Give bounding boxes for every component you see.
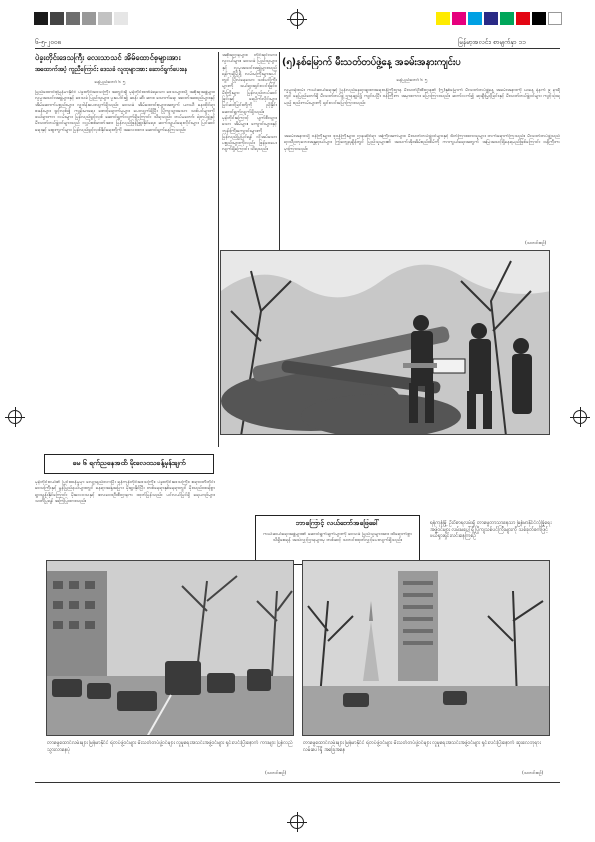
left-article-body: ပြည်ထောင်စုမြန်မာနိုင်ငံ ပဲခူးတိုင်းဒေသကြီး အတွင်းရှိ မုန်တိုင်းဒဏ်ခံရသော ဒေသများသို့ အစိုးရအဖွဲ့များ၊ လူမှုအသင်းအဖွဲ့များနှင့် ဒေသခံ ပြည်သူများ ပူးပေါင်း၍ ဆန်၊ ဆီ၊ ဆား၊ သောက်ရေ၊ အဝတ်အထည်များနှင့် အိမ်ဆောက်ပစ္စည်းများ လှူဒါန်းပေးလျက်ရှိသည်။ ဒေသခံ အိမ်ထောင်စုများအတွက် ယာယီ နေထိုင်ရာ စခန်းများ ဖွင့်လှစ်၍ ကျန်းမာရေး စောင့်ရှောက်မှုများ ပေးလျက်ရှိပြီး ပြိုကျသွားသော သစ်ပင်များကို ဖယ်ရှားကာ လမ်းများ ပြန်လည်ဖွင့်လှစ် ဆောင်ရွက်လျက်ရှိကြောင်း သိရသည်။ တပ်မတော်၊ ရဲတပ်ဖွဲ့နှင့် မီးသတ်တပ်ဖွဲ့ဝင်များသည် လျှပ်စစ်ဓာတ်အား ပြန်လည်ဖြန့်ဖြူးနိုင်ရေး၊ ဆက်သွယ်ရေးလိုင်းများ ပြင်ဆင်ရေးနှင့် ဈေးကွက်များ ပြန်လည်ဖွင့်လှစ်နိုင်ရေးတို့ကို အလေးထား ဆောင်ရွက်နေကြသည်။ <box>35 90 215 133</box>
middle-column-body: အစိုးရဌာနများ၊ တိုင်းရင်းသားလူငယ်များ၊ ဒေသခံ ပြည်သူများနှင့် လူမှုအသင်းအဖွဲ့များသည် ရန်ကုန်မြို့ရှိ လမ်းမကြီးများပေါ်တွင် ပြိုလဲနေသော သစ်ပင်ကြီးများကို ဖယ်ရှားရှင်းလင်းခြင်း၊ မီးကြိုးများ ပြန်လည်တပ်ဆင်ခြင်းနှင့် ရေပိုက်လိုင်းများ ပြင်ဆင်ခြင်းတို့ကို ညှိနှိုင်းဆောင်ရွက်လျက်ရှိသည်။ မုန်တိုင်းကြောင့် ပျက်စီးသွားသော အိမ်များ၊ ကျောင်းများနှင့် ဘုန်းကြီးကျောင်းများကို ပြန်လည်ပြုပြင်ရန် လိုအပ်သော ပစ္စည်းများကိုလည်း ဖြန့်ဝေပေးလျက်ရှိကြောင်း သိရသည်။ <box>222 53 277 153</box>
white-swatch <box>548 12 562 25</box>
pagoda-street-illustration <box>303 561 550 736</box>
green-swatch <box>500 12 514 25</box>
gray-swatch <box>98 12 112 25</box>
right-dateline: နေပြည်တော် ၆ ၅ <box>396 78 428 83</box>
gray-swatch <box>66 12 80 25</box>
weather-forecast-body: မုန်တိုင်းငယ်၏ ပြင်းထန်မှုမှာ လျော့နည်းလာပြီး ရန်ကုန်တိုင်းဒေသကြီး၊ ပဲခူးတိုင်းဒေသကြီး၊ ဧရာဝတီတိုင်းဒေသကြီးနှင့် မွန်ပြည်နယ်များတွင် နေရာအနှံ့အပြား မိုးရွာနိုင်ပြီး တစ်နေရာနှစ်နေရာတွင် မိုးသည်းထန်စွာ ရွာသွန်းနိုင်ကြောင်း မိုးလေဝသနှင့် ဇလဗေဒဦးစီးဌာနက ထုတ်ပြန်သည်။ ပင်လယ်ပြင်ရှိ ရေယာဉ်များ သတိပြုရန် အကြံပြုထားသည်။ <box>35 480 215 504</box>
gray-swatch <box>50 12 64 25</box>
magenta-swatch <box>452 12 466 25</box>
gray-swatch <box>34 12 48 25</box>
registration-mark-icon <box>290 815 304 829</box>
registration-mark-icon <box>8 410 22 424</box>
pagoda-street-photo <box>302 560 550 736</box>
traffic-photo <box>46 560 294 736</box>
gray-swatch <box>114 12 128 25</box>
pagoda-photo-credit: (သတင်းစဉ်) <box>522 771 544 776</box>
black-swatch <box>532 12 546 25</box>
column-divider <box>218 52 219 447</box>
tree-photo-caption: ရန်ကုန်မြို့ ဦးဝိစာရလမ်းရှိ တာမွေတာသာနေသာ မြန်မာနိုင်ငံလုံခြုံရေး အဖွဲ့ဝင်များ လမ်းမပေါ်ရှိ ပြိုကျသစ်ပင်ကြီးများကို သစ်ခုတ်စက်ဖြင့် ဖယ်ရှားရှင်းလင်းနေကြစဉ် <box>430 520 552 540</box>
left-dateline: နေပြည်တော် ၆ ၅ <box>94 80 126 85</box>
column-divider <box>279 52 280 252</box>
left-headline-sub: အထောက်အပံ့ ကူညီကြောင်း ဒေသခံ လူထုများအား ဆောင်ရွက်ပေးနေ <box>35 66 188 73</box>
gray-swatch <box>82 12 96 25</box>
broadcast-title: ဘာကြောင့် လယ်ဘော်အဖြေခေါ် <box>295 519 380 527</box>
red-swatch <box>516 12 530 25</box>
blue-swatch <box>484 12 498 25</box>
right-article-credit: (သတင်းစဉ်) <box>525 241 547 246</box>
pagoda-photo-caption: တာမွေထောင်လမ်းများ မြန်မာနိုင်ငံ ရဲတပ်ဖွဲ့ဝင်များ မီးသတ်တပ်ဖွဲ့ဝင်များ လှုမှုရေးအသင်းအဖွဲ့ဝင်များ ရှင်းလင်းပြီးနောက် ဆူးလေဘုရားလမ်းပေါ်ရှိ အခြေအနေ <box>303 740 541 753</box>
right-article-body: အခမ်းအနားသို့ ဝန်ကြီးများ၊ ဒုဝန်ကြီးများ၊ ဌာနဆိုင်ရာ အကြီးအကဲများ၊ မီးသတ်တပ်ဖွဲ့ဝင်များနှင့် ဖိတ်ကြားထားသူများ တက်ရောက်ကြသည်။ မီးသတ်တပ်ဖွဲ့သည် ရာသီဥတုဘေးအန္တရာယ်များ ကြုံတွေ့ရချိန်တွင် ပြည်သူများ၏ အသက်အိုးအိမ်စည်းစိမ်ကို ကာကွယ်ရေးအတွက် အမြဲအသင့်ရှိနေရမည်ဖြစ်ကြောင်း ဝန်ကြီးက မှာကြားသည်။ <box>284 134 560 152</box>
masthead: မြန်မာ့အလင်း၊ စာမျက်နှာ ၁၁ <box>458 38 526 46</box>
cyan-swatch <box>468 12 482 25</box>
yellow-swatch <box>436 12 450 25</box>
left-headline: ပဲခူးတိုင်းဒေသကြီး လေးသာသင် အိမ်ထောင်စုများအား <box>35 53 181 62</box>
weather-forecast-box <box>44 454 214 474</box>
traffic-photo-credit: (သတင်းစဉ်) <box>265 771 287 776</box>
weather-forecast-title: မေ ၆ ရက်ညနေအထိ မိုးလေဝသခန့်မှန်းချက် <box>72 459 186 467</box>
broadcast-box <box>255 515 420 565</box>
registration-mark-icon <box>290 12 304 26</box>
right-article-lead: လှုမှုဝန်ထမ်း ကယ်ဆယ်ရေးနှင့် ပြန်လည်နေရာချထားရေးဝန်ကြီးဌာန မီးသတ်ဦးစီးဌာန၏ (၅)နှစ်မြောက် မီးသတ်တပ်ဖွဲ့နေ့ အခမ်းအနားကို ယနေ့ နံနက် ၉ နာရီတွင် နေပြည်တော်ရှိ မီးသတ်တပ်ဖွဲ့ ဌာနချုပ်၌ ကျင်းပပြီး ဝန်ကြီးက အမှာစကား ပြောကြားသည်။ ဆက်လက်၍ ဆုချီးမြှင့်ခြင်းနှင့် မီးသတ်တပ်ဖွဲ့ဝင်များ ကျင့်သုံးရမည့် စည်းကမ်းများကို ရှင်းလင်းပြောကြားသည်။ <box>284 88 560 106</box>
footer-rule <box>35 782 560 783</box>
tree-cleanup-photo <box>220 250 550 435</box>
right-headline: (၅)နစ်မြောက် မီးသတ်တပ်ဖွဲ့နေ့ အခမ်းအနားကျင်းပ <box>282 57 461 68</box>
broadcast-body: ကယ်ဆယ်ရေးအဖွဲ့များ၏ ဆောင်ရွက်ချက်များကို ဒေသခံ ပြည်သူများအား ထိရောက်စွာ သိရှိစေရန် အသံလွှင့်ဌာနများမှ တစ်ဆင့် သတင်းထုတ်လွှင့်ပေးလျက်ရှိသည်။ <box>263 532 412 544</box>
registration-mark-icon <box>573 410 587 424</box>
header-rule <box>35 48 560 49</box>
traffic-illustration <box>47 561 294 736</box>
tree-cleanup-illustration <box>221 251 550 435</box>
traffic-photo-caption: တာမွေထောင်လမ်းများ မြန်မာနိုင်ငံ ရဲတပ်ဖွဲ့ဝင်များ မီးသတ်တပ်ဖွဲ့ဝင်များ လှုမှုရေးအသင်းအဖွဲ့ဝင်များ ရှင်းလင်းပြီးနောက် ကားများ ပြန်လည်သွားလာနေပုံ <box>47 740 293 753</box>
page-date: ၆-၅-၂၀၀၈ <box>35 38 62 46</box>
